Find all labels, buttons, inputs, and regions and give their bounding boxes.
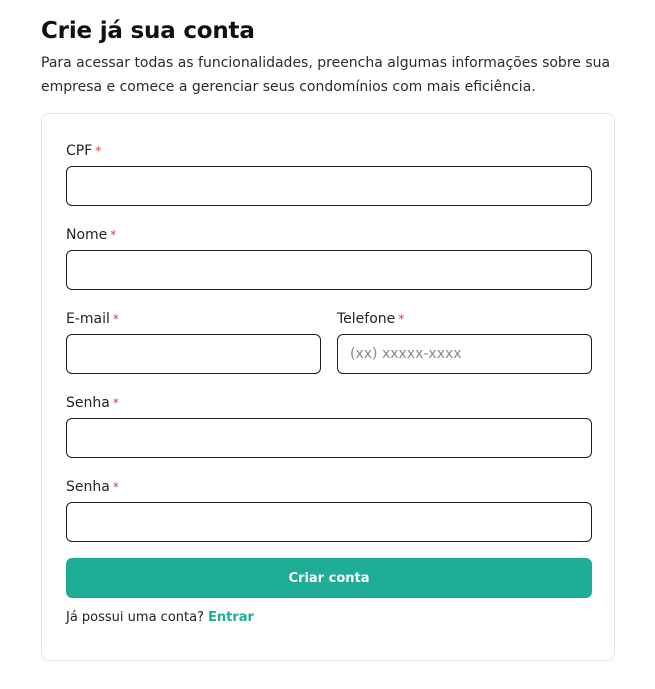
required-mark: * — [112, 396, 119, 410]
required-mark: * — [95, 144, 102, 158]
nome-label — [66, 226, 116, 244]
email-input[interactable] — [66, 334, 321, 374]
login-prompt-text: Já possui uma conta? — [66, 610, 204, 625]
required-mark: * — [398, 312, 405, 326]
page-subtitle: Para acessar todas as funcionalidades, preencha algumas informações sobre sua empresa e comece a gerenciar seus condomínios com mais eficiência. — [41, 55, 611, 95]
nome-input[interactable] — [66, 250, 592, 290]
criar-conta-button[interactable]: Criar conta — [66, 558, 592, 598]
telefone-input[interactable] — [337, 334, 592, 374]
senha-confirm-label-text: Senha — [66, 479, 110, 495]
telefone-label-text: Telefone — [337, 311, 396, 327]
login-prompt — [66, 610, 254, 625]
senha-confirm-label — [66, 478, 119, 496]
senha-label — [66, 394, 119, 412]
cpf-label — [66, 142, 101, 160]
required-mark: * — [112, 480, 119, 494]
nome-label-text: Nome — [66, 227, 108, 243]
senha-label-text: Senha — [66, 395, 110, 411]
senha-input[interactable] — [66, 418, 592, 458]
required-mark: * — [112, 312, 119, 326]
telefone-label — [337, 310, 404, 328]
email-label-text: E-mail — [66, 311, 110, 327]
entrar-link[interactable]: Entrar — [207, 610, 254, 625]
required-mark: * — [110, 228, 117, 242]
email-label — [66, 310, 119, 328]
cpf-input[interactable] — [66, 166, 592, 206]
page-title: Crie já sua conta — [41, 18, 255, 44]
senha-confirm-input[interactable] — [66, 502, 592, 542]
cpf-label-text: CPF — [66, 143, 93, 159]
